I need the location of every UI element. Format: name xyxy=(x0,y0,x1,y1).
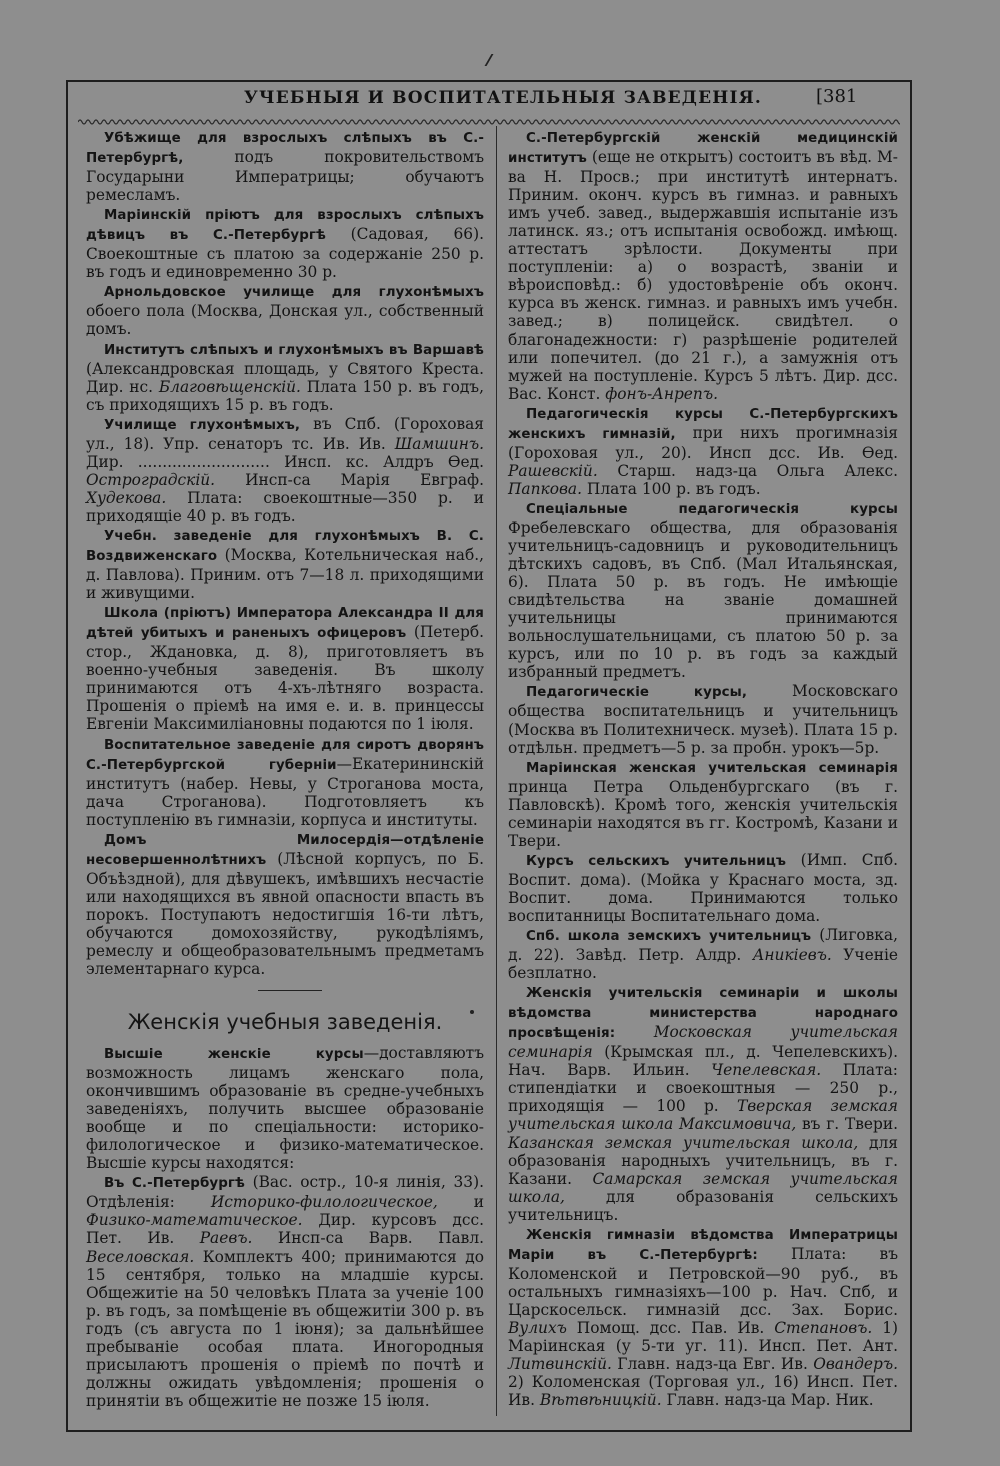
page-mark xyxy=(485,54,504,66)
directory-entry xyxy=(86,526,484,602)
entry-name-italic: Веселовская. xyxy=(86,1247,195,1266)
entry-text: (Александровская площадь, у Святого Креста. Дир. нс. xyxy=(86,359,484,396)
entry-name-italic: Физико-математическое. xyxy=(86,1211,303,1230)
entry-text: Плата 100 р. въ годъ. xyxy=(582,479,761,498)
entry-text: Инсп-са Марія Евграф. xyxy=(215,470,484,489)
entry-name-italic: Тверская земская учительская школа Максимовича, xyxy=(508,1097,898,1134)
directory-entry xyxy=(508,983,898,1224)
directory-entry xyxy=(508,128,898,403)
entry-heading: Спеціальные педагогическія курсы xyxy=(526,501,898,517)
entry-heading: Школа (пріютъ) Императора Александра II для дѣтей убитыхъ и раненыхъ офицеровъ xyxy=(86,606,484,642)
entry-name-italic: Благовѣщенскій. xyxy=(158,377,301,396)
entry-text: при нихъ прогимназія (Гороховая ул., 20). Инсп дсс. Ив. Ѳед. xyxy=(508,423,898,462)
entry-text: Дир. курсовъ дсс. Пет. Ив. xyxy=(86,1211,484,1248)
directory-entry xyxy=(508,851,898,925)
entry-text: 1) Маріинская (у 5-ти уг. 11). Инсп. Пет. Ант. xyxy=(508,1319,898,1356)
entry-text: для образованія сельскихъ учительницъ. xyxy=(508,1187,898,1224)
entry-heading: Въ С.-Петербургѣ xyxy=(104,1176,245,1192)
entry-text: (Петерб. стор., Ждановка, д. 8), приготовляетъ въ военно-учебныя заведенія. Въ школу принимаются отъ 4-хъ-лѣтняго возраста. Прошенія о пріемѣ на имя е. и. в. принцессы Евгеніи Максимиліановны подаются по 1 іюля. xyxy=(86,623,484,734)
section-title: Женскія учебныя заведенія. xyxy=(127,1010,443,1034)
entry-text: (Крымская пл., д. Чепелевскихъ). Нач. Варв. Ильин. xyxy=(508,1043,898,1080)
entry-name-italic: Овандеръ. xyxy=(813,1355,898,1374)
entry-name-italic: Степановъ. xyxy=(774,1319,873,1337)
entry-heading: Спб. школа земскихъ учительницъ xyxy=(526,929,812,945)
section-rule xyxy=(258,990,322,991)
directory-entry xyxy=(508,758,898,850)
entry-name-italic: Худекова. xyxy=(86,488,167,507)
entry-name-italic: Вѣтвѣницкій. xyxy=(539,1391,662,1410)
entry-text: въ г. Твери. xyxy=(796,1115,898,1134)
entry-text: Плата: стипендіатки и своекоштныя — 250 р., приходящія — 100 р. xyxy=(508,1061,898,1116)
entry-text: (Лиговка, д. 22). Завѣд. Петр. Алдр. xyxy=(508,926,898,965)
entry-text: обоего пола (Москва, Донская ул., собственный домъ. xyxy=(86,302,484,339)
entry-text: въ Спб. (Гороховая ул., 18). Упр. сенаторъ тс. Ив. Ив. xyxy=(86,414,485,453)
entry-name-italic: Казанская земская учительская школа, xyxy=(508,1133,859,1152)
ink-dot xyxy=(470,1010,474,1014)
entry-text: —Екатерининскій институтъ (набер. Невы, у Строганова моста, дача Строганова). Подготовляетъ къ поступленію въ гимназіи, корпуса и институты. xyxy=(86,754,484,829)
left-column xyxy=(86,128,484,979)
directory-entry xyxy=(86,830,484,978)
entry-name-italic: Папкова. xyxy=(508,479,582,498)
entry-name-italic: Самарская земская учительская школа, xyxy=(508,1169,898,1206)
entry-heading: Женскія гимназіи вѣдомства Императрицы Маріи въ С.-Петербургѣ: xyxy=(508,1227,898,1263)
entry-heading: Маріинская женская учительская семинарія xyxy=(526,760,898,776)
entry-text: (Москва, Котельническая наб., д. Павлова). Приним. отъ 7—18 л. приходящими и живущими. xyxy=(86,546,484,603)
running-header: УЧЕБНЫЯ И ВОСПИТАТЕЛЬНЫЯ ЗАВЕДЕНІЯ. xyxy=(244,88,762,108)
entry-name-italic: Вулихъ xyxy=(508,1319,567,1337)
directory-entry xyxy=(508,404,898,498)
entry-text: (Лѣсной корпусъ, по Б. Объѣздной), для дѣвушекъ, имѣвшихъ несчастіе или находящихся въ явной опасности впасть въ порокъ. Поступаютъ недостигшія 16-ти лѣтъ, обучаются домохозяйству, рукодѣліямъ, ремеслу и общеобразовательнымъ предметамъ элементарнаго курса. xyxy=(86,849,484,979)
directory-entry xyxy=(86,735,484,829)
directory-entry xyxy=(508,682,898,756)
directory-entry xyxy=(86,1044,484,1172)
entry-heading: С.-Петербургскій женскій медицинскій институтъ xyxy=(508,131,898,167)
entry-heading: Домъ Милосердія—отдѣленіе несовершеннолѣтнихъ xyxy=(86,832,484,868)
directory-entry xyxy=(86,205,484,281)
entry-text xyxy=(615,1023,654,1041)
entry-text: Московскаго общества воспитательницъ и учительницъ (Москва въ Политехническ. музеѣ). Плата 15 р. отдѣльн. предметъ—5 р. за пробн. урокъ—5р. xyxy=(508,682,898,757)
entry-text: Главн. надз-ца Мар. Ник. xyxy=(661,1391,874,1410)
entry-name-italic: Шамшинъ. xyxy=(394,434,484,453)
entry-heading: Женскія учительскія семинаріи и школы вѣдомства министерства народнаго просвѣщенія: xyxy=(508,986,898,1042)
directory-entry xyxy=(86,603,484,733)
entry-text: Дир. ........................... Инсп. кс. Алдръ Ѳед. xyxy=(86,452,484,471)
entry-text: Старш. надз-ца Ольга Алекс. xyxy=(597,461,898,480)
directory-entry xyxy=(86,340,484,414)
directory-entry xyxy=(86,415,484,525)
directory-entry xyxy=(508,1225,898,1409)
entry-name-italic: Московская учительская семинарія xyxy=(508,1023,898,1062)
entry-name-italic: Рашевскій. xyxy=(508,461,598,480)
entry-heading: Курсъ сельскихъ учительницъ xyxy=(526,853,787,869)
entry-text: (Имп. Спб. Воспит. дома). (Мойка у Краснаго моста, зд. Воспит. дома. Принимаются только воспитанницы Воспитательнаго дома. xyxy=(508,850,899,925)
entry-text: Плата: въ Коломенской и Петровской—90 руб., въ остальныхъ гимназіяхъ—100 р. Нач. Спб, и Царскосельск. гимназій дсс. Зах. Борис. xyxy=(508,1244,898,1319)
left-column-section xyxy=(86,1044,484,1411)
entry-name-italic: Чепелевская. xyxy=(711,1061,822,1080)
entry-name-italic: фонъ-Анрепъ. xyxy=(605,384,718,403)
entry-text: Плата 150 р. въ годъ, съ приходящихъ 15 р. въ годъ. xyxy=(86,377,484,414)
entry-heading: Институтъ слѣпыхъ и глухонѣмыхъ въ Варшавѣ xyxy=(104,342,484,358)
entry-text: —доставляютъ возможность лицамъ женскаго пола, окончившимъ образованіе въ средне-учебныхъ заведеніяхъ, получить высшее образованіе вообще и по спеціальности: историко-филологическое и физико-математическое. Высшіе курсы находятся: xyxy=(86,1044,484,1173)
entry-text: Помощ. дсс. Пав. Ив. xyxy=(566,1319,775,1337)
entry-heading: Педагогическія курсы С.-Петербургскихъ женскихъ гимназій, xyxy=(508,406,898,442)
entry-text: Плата: своекоштные—350 р. и приходящіе 40 р. въ годъ. xyxy=(86,488,484,525)
entry-heading: Убѣжище для взрослыхъ слѣпыхъ въ С.-Петербургѣ, xyxy=(86,131,484,167)
header-ornamental-rule xyxy=(78,118,900,126)
entry-text: (еще не открытъ) состоитъ въ вѣд. М-ва Н. Просв.; при институтѣ интернатъ. Приним. оконч. курсъ въ гимназ. и равныхъ имъ учеб. завед., выдержавшія испытаніе изъ латинск. яз.; отъ испытанія освобожд. имѣющ. аттестатъ зрѣлости. Документы при поступленіи: а) о возрастѣ, званіи и вѣроисповѣд.: б) удостовѣреніе объ оконч. курса въ женск. гимназ. и равныхъ имъ учебн. завед.; в) полицейск. свидѣтел. о благонадежности: г) разрѣшеніе родителей или попечител. (до 21 г.), а замужнія отъ мужей на поступленіе. Курсъ 5 лѣтъ. Дир. дсс. Вас. Конст. xyxy=(508,148,898,403)
entry-heading: Маріинскій пріютъ для взрослыхъ слѣпыхъ дѣвицъ въ С.-Петербургѣ xyxy=(86,208,484,244)
entry-heading: Арнольдовское училище для глухонѣмыхъ xyxy=(104,285,484,301)
directory-entry xyxy=(508,926,898,982)
entry-heading: Воспитательное заведеніе для сиротъ дворянъ С.-Петербургской губерніи xyxy=(86,737,484,773)
directory-entry xyxy=(86,282,484,338)
entry-text: (Садовая, 66). Своекоштные съ платою за содержаніе 250 р. въ годъ и единовременно 30 р. xyxy=(86,225,484,282)
entry-text: подъ покровительствомъ Государыни Императрицы; обучаютъ ремесламъ. xyxy=(86,148,484,205)
column-divider xyxy=(496,126,497,1416)
entry-text: Фребелевскаго общества, для образованія учительницъ-садовницъ и руководительницъ дѣтскихъ садовъ, въ Спб. (Мал Итальянская, 6). Плата 50 р. въ годъ. Не имѣющіе свидѣтельства на званіе домашней учительницы принимаются вольнослушательницами, съ платою 50 р. за курсъ, или по 10 р. въ годъ за каждый избранный предметъ. xyxy=(508,518,898,682)
entry-text: (Вас. остр., 10-я линія, 33). Отдѣленія: xyxy=(86,1173,484,1212)
entry-name-italic: Раевъ. xyxy=(199,1229,253,1248)
entry-heading: Училище глухонѣмыхъ, xyxy=(104,417,301,433)
entry-text: Инсп-са Варв. Павл. xyxy=(252,1229,484,1248)
right-column xyxy=(508,128,898,1410)
entry-text: принца Петра Ольденбургскаго (въ г. Павловскѣ). Кромѣ того, женскія учительскія семинаріи находятся въ гг. Костромѣ, Казани и Твери. xyxy=(508,777,898,850)
entry-text: Главн. надз-ца Евг. Ив. xyxy=(611,1355,814,1374)
entry-heading: Высшіе женскіе курсы xyxy=(104,1047,364,1062)
directory-entry xyxy=(86,128,484,204)
directory-entry xyxy=(86,1173,484,1410)
entry-text: Ученіе безплатно. xyxy=(508,946,898,983)
entry-text: 2) Коломенская (Торговая ул., 16) Инсп. Пет. Ив. xyxy=(508,1373,898,1410)
entry-name-italic: Литвинскій. xyxy=(508,1355,612,1374)
entry-name-italic: Аникіевъ. xyxy=(752,946,832,965)
entry-text: Комплектъ 400; принимаются до 15 сентября, только на младшіе курсы. Общежитіе на 50 человѣкъ Плата за ученіе 100 р. въ годъ, за помѣщеніе въ общежитіи 300 р. въ годъ (съ августа по 1 іюня); за дальнѣйшее пребываніе особая плата. Иногородныя присылаютъ прошенія о пріемѣ по почтѣ и должны ожидать увѣдомленія; прошенія о принятіи въ общежитіе не позже 15 іюля. xyxy=(86,1247,484,1410)
directory-entry xyxy=(508,499,898,681)
entry-text: и xyxy=(437,1193,484,1212)
entry-name-italic: Историко-филологическое, xyxy=(210,1193,438,1212)
entry-heading: Учебн. заведеніе для глухонѣмыхъ В. С. Воздвиженскаго xyxy=(86,528,484,565)
entry-name-italic: Остроградскій. xyxy=(86,470,216,489)
page-number: [381 xyxy=(816,86,858,107)
entry-text: для образованія народныхъ учительницъ, въ г. Казани. xyxy=(508,1133,898,1188)
entry-heading: Педагогическіе курсы, xyxy=(526,685,748,701)
